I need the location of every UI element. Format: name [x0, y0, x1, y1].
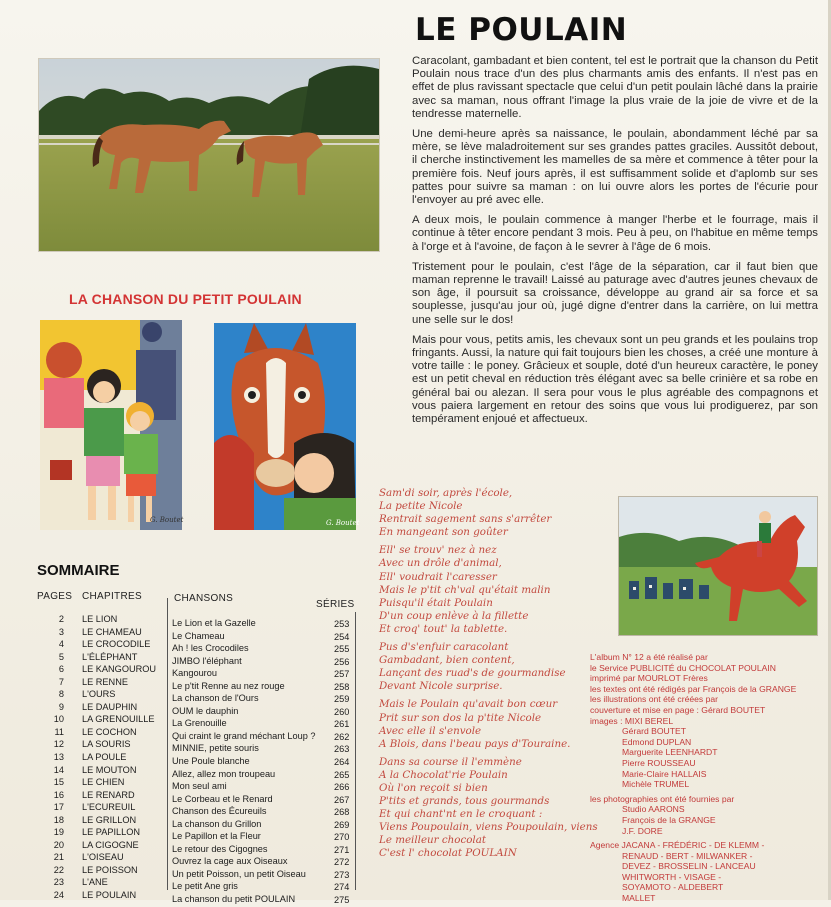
sommaire-page-number: 9: [58, 701, 64, 712]
horse-girl-illustration: [214, 323, 360, 530]
sommaire-song: OUM le dauphin: [172, 705, 239, 716]
lyrics-line: Le meilleur chocolat: [379, 834, 486, 847]
lyrics-stanza: [379, 756, 604, 861]
column-header-chapitres: CHAPITRES: [82, 591, 142, 602]
horse-photo: [38, 58, 380, 252]
sommaire-chapter: LE RENARD: [82, 789, 135, 800]
lyrics-line: Gambadant, bien content,: [379, 654, 515, 667]
sommaire-series-number: 269: [334, 819, 350, 830]
lyrics-stanza: [379, 641, 604, 693]
sommaire-song: Ah ! les Crocodiles: [172, 643, 249, 654]
sommaire-song: Le Papillon et la Fleur: [172, 831, 261, 842]
sommaire-page-number: 13: [53, 752, 64, 763]
sommaire-song: Qui craint le grand méchant Loup ?: [172, 730, 316, 741]
sommaire-chapter: LE LION: [82, 614, 118, 624]
sommaire-song: Mon seul ami: [172, 781, 227, 792]
lyrics-line: Dans sa course il l'emmène: [379, 755, 522, 768]
sommaire-chapter: LE PAPILLON: [82, 827, 141, 838]
sommaire-series-number: 255: [334, 644, 350, 655]
sommaire-series-number: 253: [334, 619, 350, 629]
lyrics-line: Et croq' tout' la tablette.: [379, 622, 508, 635]
lyrics-line: Ell' se trouv' nez à nez: [379, 544, 497, 557]
sommaire-song: Le p'tit Renne au nez rouge: [172, 680, 285, 691]
lyrics-line: Rentrait sagement sans s'arrêter: [379, 513, 552, 526]
column-header-series: SÉRIES: [316, 599, 355, 610]
lyrics-line: P'tits et grands, tous gourmands: [379, 795, 550, 808]
sommaire-song: Le petit Ane gris: [172, 881, 238, 892]
sommaire-chapter: LE COCHON: [82, 726, 137, 737]
sommaire-series-number: 271: [334, 844, 350, 855]
sommaire-page-number: 20: [53, 839, 64, 850]
credit-line: couverture et mise en page : Gérard BOUTET: [590, 704, 766, 715]
sommaire-series-number: 268: [334, 807, 350, 818]
sommaire-page-number: 15: [53, 777, 64, 788]
sommaire-song: Le retour des Cigognes: [172, 843, 268, 854]
lyrics-line: C'est l' chocolat POULAIN: [379, 847, 517, 860]
sommaire-chapter: LE POULAIN: [82, 890, 137, 901]
sommaire-series-number: 264: [334, 757, 350, 768]
sommaire-song: La chanson du Grillon: [172, 818, 262, 829]
sommaire-song: Chanson des Écureuils: [172, 806, 267, 817]
lyrics-line: Ell' voudrait l'caresser: [379, 570, 497, 583]
lyrics-stanza: [379, 698, 604, 750]
credit-line: WHITWORTH - VISAGE -: [622, 871, 722, 882]
credit-line: Agence JACANA - FRÉDÉRIC - DE KLEMM -: [590, 840, 765, 851]
sommaire-page-number: 3: [58, 626, 64, 637]
sommaire-song: Kangourou: [172, 668, 217, 679]
page-title: LE POULAIN: [415, 12, 628, 48]
sommaire-page-number: 22: [53, 864, 64, 875]
sommaire-song: Ouvrez la cage aux Oiseaux: [172, 856, 288, 867]
column-divider: [167, 598, 168, 890]
sommaire-page-number: 4: [58, 639, 64, 650]
sommaire-page-number: 6: [58, 664, 64, 675]
sommaire-series-number: 256: [334, 656, 350, 667]
sommaire-song: Le Corbeau et le Renard: [172, 793, 273, 804]
sommaire-page-number: 14: [53, 764, 64, 775]
sommaire-page-number: 23: [53, 877, 64, 888]
sommaire-song: Le Chameau: [172, 630, 225, 641]
sommaire-song: MINNIE, petite souris: [172, 743, 259, 754]
lyrics-line: La petite Nicole: [379, 500, 463, 513]
song-title: LA CHANSON DU PETIT POULAIN: [69, 291, 302, 307]
credit-line: Michèle TRUMEL: [622, 779, 690, 790]
article-text: [412, 55, 818, 433]
sommaire-song: JIMBO l'éléphant: [172, 655, 242, 666]
series-list: [334, 618, 349, 907]
credit-line: J.F. DORE: [622, 825, 663, 836]
sommaire-series-number: 265: [334, 769, 350, 780]
sommaire-chapter: LE POISSON: [82, 864, 138, 875]
sommaire-chapter: LE DAUPHIN: [82, 701, 138, 712]
lyrics-stanza: [379, 544, 604, 636]
column-header-chansons: CHANSONS: [174, 593, 234, 604]
sommaire-series-number: 259: [334, 694, 350, 705]
lyrics-line: Mais le Poulain qu'avait bon cœur: [379, 698, 558, 711]
credit-line: Marguerite LEENHARDT: [622, 747, 718, 758]
credit-line: imprimé par MOURLOT Frères: [590, 673, 708, 684]
credit-line: Pierre ROUSSEAU: [622, 757, 696, 768]
article-paragraph: Une demi-heure après sa naissance, le poulain, abondamment léché par sa mère, se lève maladroitement sur ses grandes pattes graciles. Aussitôt debout, il cherche instinctivement les mamelles de sa mère et commence à têter pour la première fois. Neuf jours après, il est suffisamment solide et d'aplomb sur ses pattes pour suivre sa maman : on lui ouvre alors les portes de l'écurie pour l'envoyer au pré avec elle.: [412, 128, 818, 207]
lyrics-line: Prit sur son dos la p'tite Nicole: [379, 711, 542, 724]
credit-line: images : MIXI BEREL: [590, 715, 674, 726]
lyrics-stanza: [379, 487, 604, 539]
sommaire-chapter: L'OISEAU: [82, 852, 124, 863]
sommaire-page-number: 17: [53, 802, 64, 813]
sommaire-series-number: 267: [334, 794, 350, 805]
sommaire-chapter: LE GRILLON: [82, 814, 137, 825]
lyrics-line: Et qui chant'nt en le croquant :: [379, 808, 543, 821]
sommaire-page-number: 21: [53, 852, 64, 863]
sommaire-song: La Grenouille: [172, 718, 227, 729]
illustration-signature: G. Boutet: [150, 516, 184, 524]
article-paragraph: A deux mois, le poulain commence à manger l'herbe et le fourrage, mais il continue à têter encore pendant 3 mois. Peu à peu, on l'habitue en même temps à l'orge et à l'avoine, de façon à le sevrer à l'âge de 6 mois.: [412, 214, 818, 253]
sommaire-series-number: 272: [334, 857, 350, 868]
chansons-list: [172, 617, 316, 906]
credit-line: DEVEZ - BROSSELIN - LANCEAU: [622, 861, 756, 872]
article-paragraph: Caracolant, gambadant et bien content, tel est le portrait que la chanson du Petit Poulain nous trace d'un des plus charmants amis des enfants. Il n'est pas en effet de plus ravissant spectacle que celui d'un petit poulain lâché dans la prairie avec sa maman, nous offrant l'image la plus vraie de la joie de vivre et de la tendresse maternelle.: [412, 55, 818, 120]
lyrics-line: Mais le p'tit ch'val qu'était malin: [379, 583, 551, 596]
credit-line: Studio AARONS: [622, 804, 685, 815]
sommaire-series-number: 254: [334, 631, 350, 642]
lyrics-line: A la Chocolat'rie Poulain: [379, 768, 508, 781]
lyrics-line: Où l'on reçoit si bien: [379, 781, 488, 794]
sommaire-chapter: LE CROCODILE: [82, 639, 151, 650]
sommaire-page-number: 18: [53, 814, 64, 825]
column-header-pages: PAGES: [37, 591, 73, 602]
credit-line: SOYAMOTO - ALDEBERT: [622, 882, 724, 893]
sommaire-song: Allez, allez mon troupeau: [172, 768, 276, 779]
lyrics-line: D'un coup enlève à la fillette: [379, 609, 529, 622]
sommaire-series-number: 270: [334, 832, 350, 843]
song-lyrics: [379, 487, 604, 866]
lyrics-line: Sam'di soir, après l'école,: [379, 487, 513, 499]
sommaire-chapter: LA CIGOGNE: [82, 839, 139, 850]
article-paragraph: Tristement pour le poulain, c'est l'âge de la séparation, car il faut bien que maman reprenne le travail! Laissé au paturage avec d'autres jeunes chevaux de son âge, il poursuit sa croissance, développe au grand air sa force et sa souplesse, jusqu'au jour où, jugé digne d'entrer dans la carrière, on lui mettra une selle sur le dos!: [412, 260, 818, 326]
lyrics-line: A Blois, dans l'beau pays d'Touraine.: [379, 737, 571, 750]
sommaire-song: La chanson du petit POULAIN: [172, 894, 296, 905]
credit-line: les photographies ont été fournies par: [590, 793, 735, 804]
sommaire-page-number: 24: [53, 890, 64, 901]
credit-line: Marie-Claire HALLAIS: [622, 768, 707, 779]
sommaire-chapter: L'OURS: [82, 689, 116, 700]
credit-line: les textes ont été rédigés par François de la GRANGE: [590, 683, 797, 694]
sommaire-series-number: 260: [334, 706, 350, 717]
article-paragraph: Mais pour vous, petits amis, les chevaux sont un peu grands et les poulains trop fringants. Aussi, la nature qui fait toujours bien les choses, a créé une monture à votre taille : le poney. Grâcieux et souple, doté d'un heureux caractère, le poney est un petit cheval en réduction très élégant avec sa belle crinière et sa robe en général bai ou alezan. Il sera pour vous le plus agréable des compagnons et vous paiera largement en retour des soins que vous lui prodiguerez, par son tempérament enjoué et affectueux.: [412, 333, 818, 426]
credit-line: les illustrations ont été créées par: [590, 694, 719, 705]
sommaire-chapter: L'ANE: [82, 877, 108, 888]
sommaire-page-number: 11: [54, 726, 64, 737]
lyrics-line: Avec elle il s'envole: [379, 724, 482, 737]
lyrics-line: En mangeant son goûter: [379, 526, 508, 539]
sommaire-page-number: 2: [58, 614, 64, 624]
credit-line: L'album N° 12 a été réalisé par: [590, 652, 708, 662]
sommaire-page-number: 5: [58, 651, 64, 662]
sommaire-chapter: LE CHIEN: [82, 777, 125, 788]
sommaire-series-number: 273: [334, 869, 350, 880]
sommaire-series-number: 258: [334, 681, 350, 692]
lyrics-line: Pus d's'enfuir caracolant: [379, 641, 509, 654]
sommaire-song: Un petit Poisson, un petit Oiseau: [172, 868, 306, 879]
sommaire-page-number: 16: [53, 789, 64, 800]
sommaire-series-number: 261: [334, 719, 350, 730]
lyrics-line: Lançant des ruad's de gourmandise: [379, 667, 566, 680]
credit-line: RENAUD - BERT - MILWANKER -: [622, 850, 753, 861]
lyrics-line: Avec un drôle d'animal,: [379, 557, 502, 570]
sommaire-song: Le Lion et la Gazelle: [172, 618, 256, 628]
sommaire-chapter: LE KANGOUROU: [82, 664, 157, 675]
sommaire-chapter: L'ÉLÉPHANT: [82, 651, 138, 662]
sommaire-series-number: 257: [334, 669, 350, 680]
sommaire-series-number: 274: [334, 882, 350, 893]
column-divider: [355, 612, 356, 890]
sommaire-series-number: 266: [334, 782, 350, 793]
sommaire-song: La chanson de l'Ours: [172, 693, 259, 704]
illustration-signature: G. Boutet: [326, 519, 360, 527]
sommaire-page-number: 8: [58, 689, 64, 700]
sommaire-page-number: 12: [53, 739, 64, 750]
sommaire-page-number: 10: [53, 714, 64, 725]
credit-line: MALLET: [622, 893, 656, 904]
sommaire-chapter: LA POULE: [82, 752, 127, 763]
sommaire-chapter: LE CHAMEAU: [82, 626, 142, 637]
credit-line: Gérard BOUTET: [622, 726, 686, 737]
sommaire-series-number: 263: [334, 744, 350, 755]
credit-line: le Service PUBLICITÉ du CHOCOLAT POULAIN: [590, 662, 776, 673]
sommaire-series-number: 262: [334, 731, 350, 742]
sommaire-chapter: L'ECUREUIL: [82, 802, 136, 813]
credit-line: Edmond DUPLAN: [622, 736, 692, 747]
pages-list: [46, 613, 64, 902]
lyrics-line: Puisqu'il était Poulain: [379, 596, 493, 609]
red-horse-illustration: [618, 496, 818, 636]
sommaire-series-number: 275: [334, 895, 350, 906]
credit-line: François de la GRANGE: [622, 814, 716, 825]
sommaire-page-number: 19: [53, 827, 64, 838]
children-illustration: [40, 320, 182, 530]
album-credits: [590, 652, 820, 904]
sommaire-page-number: 7: [58, 676, 64, 687]
sommaire-heading: SOMMAIRE: [37, 562, 120, 579]
sommaire-song: Une Poule blanche: [172, 756, 250, 767]
lyrics-line: Viens Poupoulain, viens Poupoulain, viens: [379, 821, 598, 834]
chapitres-list: [82, 613, 156, 902]
sommaire-chapter: LA SOURIS: [82, 739, 131, 750]
sommaire-chapter: LE MOUTON: [82, 764, 137, 775]
sommaire-chapter: LE RENNE: [82, 676, 128, 687]
sommaire-chapter: LA GRENOUILLE: [82, 714, 155, 725]
lyrics-line: Devant Nicole surprise.: [379, 680, 503, 693]
